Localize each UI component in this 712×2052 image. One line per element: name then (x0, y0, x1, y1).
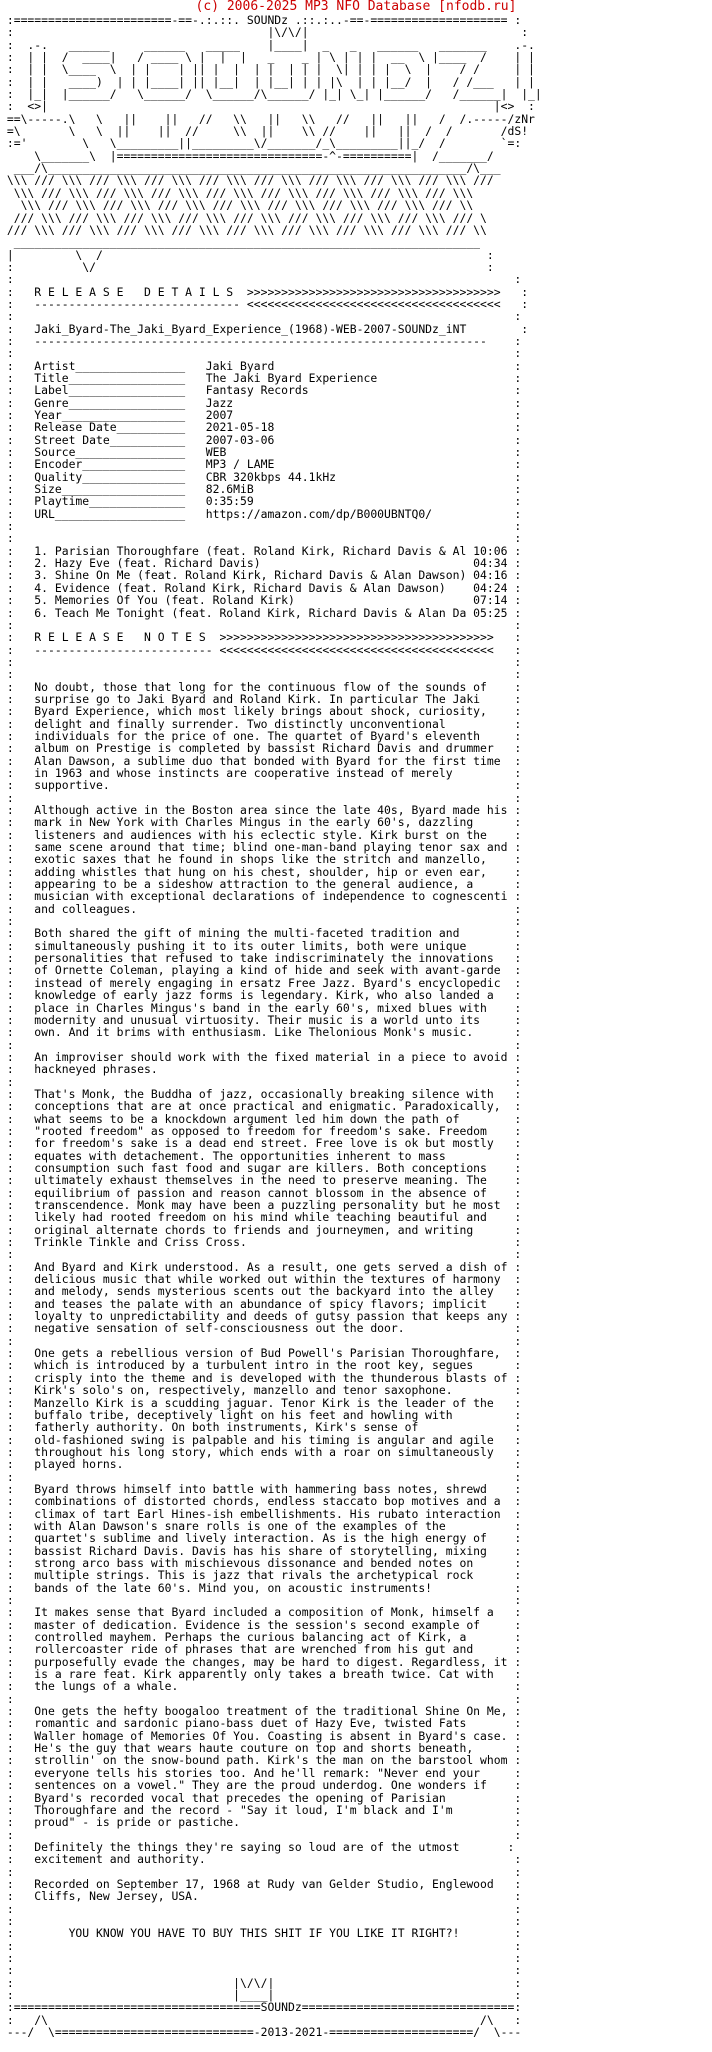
nfo-text-line: : Manzello Kirk is a scudding jaguar. Tenor Kirk is the leader of the : (0, 1395, 522, 1410)
nfo-text-line: : 2. Hazy Eve (feat. Richard Davis) 04:34 : (0, 556, 522, 571)
nfo-text-line: : purposefully evade the changes, may be hard to digest. Regardless, it : (0, 1654, 522, 1669)
ascii-logo-line: ___/\_____________________________________________________________/\___ (0, 161, 501, 176)
nfo-text-line: : strollin' on the snow-bound path. Kirk's the man on the barstool whom : (0, 1753, 522, 1768)
nfo-text-line: : what seems to be a knockdown argument led him down the path of : (0, 1111, 522, 1126)
nfo-text-line: : supportive. : (0, 778, 522, 793)
nfo-text-line: : crisply into the theme and is developed with the thunderous blasts of : (0, 1370, 522, 1385)
nfo-text-line: : with Alan Dawson's snare rolls is one of the examples of the : (0, 1518, 522, 1533)
nfo-text-line: : bands of the late 60's. Mind you, on acoustic instruments! : (0, 1580, 522, 1595)
ascii-logo-line: : |_| |______/ \______/ \______/\______/ |_| \_| |______/ /______| |_| (0, 87, 542, 102)
nfo-text-line: : simultaneously pushing it to its outer limits, both were unique : (0, 938, 522, 953)
nfo-text-line: : quartet's sublime and lively interaction. As is the high energy of : (0, 1531, 522, 1546)
nfo-text-line: : 5. Memories Of You (feat. Roland Kirk) 07:14 : (0, 593, 522, 608)
nfo-text-line: : loyalty to unpredictability and deeds of gutsy passion that keeps any : (0, 1309, 522, 1324)
nfo-text-line: : : (0, 1950, 522, 1965)
nfo-text-line: : personalities that refused to take indiscriminately the innovations : (0, 951, 522, 966)
nfo-text-line: : climax of tart Earl Hines-ish embellishments. His rubato interaction : (0, 1506, 522, 1521)
nfo-text-line: : Trinkle Tinkle and Criss Cross. : (0, 1235, 522, 1250)
ascii-logo-line: \\\ /// \\\ /// \\\ /// \\\ /// \\\ /// \\\ /// \\\ /// \\\ /// \\\ (0, 185, 474, 200)
nfo-text-line: : Genre_________________ Jazz : (0, 395, 522, 410)
nfo-text-line: : : (0, 1247, 522, 1262)
nfo-text-line: : Recorded on September 17, 1968 at Rudy van Gelder Studio, Englewood : (0, 1876, 522, 1891)
nfo-text-line: : : (0, 790, 522, 805)
ascii-logo-line: \_______\ |==============================-^-==========| /_______/ (0, 148, 494, 163)
nfo-text-line: : and colleagues. : (0, 901, 522, 916)
nfo-text-line: : for freedom's sake is a dead end street. Free love is ok but mostly : (0, 1136, 522, 1151)
nfo-text-line: : : (0, 309, 522, 324)
nfo-text-line: : : (0, 1691, 522, 1706)
nfo-text-line: : romantic and sardonic piano-bass duet of Hazy Eve, twisted Fats : (0, 1716, 522, 1731)
nfo-text-line: : : (0, 346, 522, 361)
nfo-text-line: : : (0, 1074, 522, 1089)
ascii-logo-line: : | | \____ \ | | | || | | | | | | | \| | | | \ | / / | | (0, 62, 535, 77)
nfo-text-line: : the lungs of a whale. : (0, 1679, 522, 1694)
nfo-text-line: : Label_________________ Fantasy Records : (0, 383, 522, 398)
nfo-text-line: : Year__________________ 2007 : (0, 408, 522, 422)
ascii-logo-line: : \/ : (0, 259, 494, 274)
nfo-text-line: : hackneyed phrases. : (0, 1062, 522, 1077)
nfo-text-line: : appearing to be a sideshow attraction to the general audience, a : (0, 877, 522, 892)
nfo-text-line: : 4. Evidence (feat. Roland Kirk, Richard Davis & Alan Dawson) 04:24 : (0, 580, 522, 595)
nfo-text-line: : negative sensation of self-consciousness out the door. : (0, 1321, 522, 1336)
nfo-text-line: : combinations of distorted chords, endless staccato bop motives and a : (0, 1494, 522, 1509)
nfo-text-line: : -------------------------- <<<<<<<<<<<<<<<<<<<<<<<<<<<<<<<<<<<<<<<< : (0, 642, 522, 657)
ascii-logo-line: =\ \ \ || || // \\ || \\ // || || / / /dS! (0, 124, 529, 139)
nfo-text-line: :====================================SOUNDz===============================: (0, 2000, 522, 2015)
nfo-text-line: : And Byard and Kirk understood. As a result, one gets served a dish of : (0, 1259, 522, 1274)
nfo-text-line: ---/ \=============================-2013-2021-=====================/ \--- (0, 2025, 522, 2039)
nfo-text-line: : Byard throws himself into battle with hammering bass notes, shrewd : (0, 1481, 522, 1496)
nfo-text-line: : Waller homage of Memories Of You. Coasting is absent in Byard's case. : (0, 1728, 522, 1743)
nfo-text-line: : listeners and audiences with his eclectic style. Kirk burst on the : (0, 827, 522, 842)
nfo-text-line: : individuals for the price of one. The quartet of Byard's eleventh : (0, 728, 522, 743)
nfo-text-line: : : (0, 667, 522, 682)
nfo-text-line: : Release Date__________ 2021-05-18 : (0, 420, 522, 435)
ascii-logo-line: : <>| |<> : (0, 99, 535, 114)
ascii-logo-line: : |\/\/| : (0, 25, 529, 40)
nfo-text-line: : proud" - is pride or pastiche. : (0, 1815, 522, 1830)
nfo-text-line: : strong arco bass with mischievous dissonance and bended notes on : (0, 1555, 522, 1570)
nfo-text-line: : Jaki_Byard-The_Jaki_Byard_Experience_(1968)-WEB-2007-SOUNDz_iNT : (0, 321, 529, 336)
nfo-text-line: : is a rare feat. Kirk apparently only takes a breath twice. Cat with : (0, 1667, 522, 1682)
ascii-logo-line: /// \\\ /// \\\ /// \\\ /// \\\ /// \\\ /// \\\ /// \\\ /// \\\ /// \ (0, 210, 487, 225)
nfo-text-line: : Both shared the gift of mining the multi-faceted tradition and : (0, 926, 522, 941)
nfo-text-line: : bassist Richard Davis. Davis has his share of storytelling, mixing : (0, 1543, 522, 1558)
nfo-text-line: : : (0, 1827, 522, 1842)
nfo-text-line: : |____| : (0, 1988, 522, 2002)
nfo-text-line: : Cliffs, New Jersey, USA. : (0, 1889, 522, 1904)
nfo-text-line: : in 1963 and whose instincts are cooperative instead of merely : (0, 765, 522, 780)
nfo-text-line: : equates with detachement. The opportunities inherent to mass : (0, 1148, 522, 1163)
ascii-logo-line: :=' \ \_________||_________\/_______/_\_________||_/ / `=: (0, 136, 522, 151)
nfo-text-line: : Encoder_______________ MP3 / LAME : (0, 457, 522, 472)
nfo-text-line: : excitement and authority. : (0, 1852, 522, 1867)
nfo-text-line: : Alan Dawson, a sublime duo that bonded with Byard for the first time : (0, 753, 522, 768)
nfo-text-line: : : (0, 617, 522, 632)
nfo-text-line: : 1. Parisian Thoroughfare (feat. Roland Kirk, Richard Davis & Al 10:06 : (0, 543, 522, 558)
nfo-text-line: : : (0, 272, 522, 287)
ascii-logo-line: /// \\\ /// \\\ /// \\\ /// \\\ /// \\\ /// \\\ /// \\\ /// \\\ /// \\ (0, 222, 487, 237)
nfo-text-line: : equilibrium of passion and reason cannot blossom in the absence of : (0, 1185, 522, 1200)
nfo-document (0, 14, 712, 2038)
nfo-text-line: : Artist________________ Jaki Byard : (0, 358, 522, 373)
nfo-text-line: : likely had rooted freedom on his mind while teaching beautiful and : (0, 1210, 522, 1225)
nfo-text-line: : multiple strings. This is jazz that rivals the archetypical rock : (0, 1568, 522, 1583)
ascii-logo-line: : .-. ______ ______ _____ |____| _ _ ______ _______ .-. (0, 37, 535, 52)
nfo-text-line: : : (0, 1593, 522, 1607)
nfo-text-line: : R E L E A S E N O T E S >>>>>>>>>>>>>>>>>>>>>>>>>>>>>>>>>>>>>>>> : (0, 630, 522, 645)
nfo-text-line: : : (0, 654, 522, 669)
nfo-text-line: : |\/\/| : (0, 1975, 522, 1990)
nfo-text-line: : modernity and unusual virtuosity. Their music is a world unto its : (0, 1012, 522, 1027)
nfo-text-line: : One gets a rebellious version of Bud Powell's Parisian Thoroughfare, : (0, 1346, 522, 1361)
nfo-text-line: : "rooted freedom" as opposed to freedom for freedom's sake. Freedom : (0, 1123, 522, 1138)
nfo-text-line: : delight and finally surrender. Two distinctly unconventional : (0, 716, 522, 731)
nfo-text-line: : fatherly authority. On both instruments, Kirk's sense of : (0, 1420, 522, 1435)
ascii-logo-line: ____________________________________________________________________ (0, 235, 481, 250)
nfo-text-line: : consumption such fast food and sugar are killers. Both conceptions : (0, 1160, 522, 1175)
nfo-text-line: : It makes sense that Byard included a composition of Monk, himself a : (0, 1605, 522, 1620)
ascii-logo-line: :=======================-==-.:.::. SOUNDz .::.:..-==-==================== : (0, 14, 522, 27)
nfo-text-line: : instead of merely engaging in ersatz Free Jazz. Byard's encyclopedic : (0, 975, 522, 990)
nfo-text-line: : old-fashioned swing is palpable and his timing is angular and agile : (0, 1432, 522, 1447)
nfo-text-line: : : (0, 531, 522, 546)
nfo-text-line: : : (0, 1901, 522, 1916)
nfo-text-line: : album on Prestige is completed by bassist Richard Davis and drummer : (0, 741, 522, 756)
nfo-text-line: : ------------------------------ <<<<<<<<<<<<<<<<<<<<<<<<<<<<<<<<<<<<< : (0, 296, 529, 311)
ascii-logo-line: ==\-----.\ \ || || // \\ || \\ // || || / /.-----/zNr (0, 111, 535, 126)
ascii-logo-line: : | | ____) | | |____| || |__| | |__| | | |\ | | |__/ | / /___ | | (0, 74, 535, 89)
nfo-text-line: : rollercoaster ride of phrases that are wrenched from his gut and : (0, 1642, 522, 1657)
nfo-text-line: : Kirk's solo's on, respectively, manzello and tenor saxophone. : (0, 1383, 522, 1398)
nfo-text-line: : : (0, 1469, 522, 1484)
nfo-text-line: : musician with exceptional declarations of independence to cognescenti : (0, 889, 522, 904)
nfo-text-line: : : (0, 1938, 522, 1953)
nfo-text-line: : everyone tells his stories too. And he'll remark: "Never end your : (0, 1765, 522, 1780)
nfo-text-line: : sentences on a vowel." They are the proud underdog. One wonders if : (0, 1778, 522, 1793)
nfo-text-line: : throughout his long story, which ends with a roar on simultaneously : (0, 1444, 522, 1459)
nfo-text-line: : master of dedication. Evidence is the session's second example of : (0, 1617, 522, 1632)
nfo-text-line: : buffalo tribe, deceptively light on his feet and howling with : (0, 1407, 522, 1422)
nfo-text-line: : R E L E A S E D E T A I L S >>>>>>>>>>>>>>>>>>>>>>>>>>>>>>>>>>>>> : (0, 284, 529, 299)
nfo-text-line: : knowledge of early jazz forms is legendary. Kirk, who also landed a : (0, 988, 522, 1003)
nfo-text-line: : transcendence. Monk may have been a puzzling personality but he most : (0, 1198, 522, 1212)
nfo-text-line: : URL___________________ https://amazon.com/dp/B000UBNTQ0/ : (0, 506, 522, 521)
nfo-text-line: : Street Date___________ 2007-03-06 : (0, 432, 522, 447)
nfo-text-line: : played horns. : (0, 1457, 522, 1472)
nfo-text-line: : Quality_______________ CBR 320kbps 44.1kHz : (0, 469, 522, 484)
nfo-text-line: : : (0, 1333, 522, 1348)
nfo-text-line: : conceptions that are at once practical and enigmatic. Paradoxically, : (0, 1099, 522, 1114)
nfo-text-line: : : (0, 1963, 522, 1978)
nfo-text-line: : and teases the palate with an abundance of spicy flavors; implicit : (0, 1296, 522, 1311)
nfo-text-line: : same scene around that time; blind one-man-band playing tenor sax and : (0, 840, 522, 855)
nfo-text-line: : 3. Shine On Me (feat. Roland Kirk, Richard Davis & Alan Dawson) 04:16 : (0, 568, 522, 583)
nfo-text-line: : Size__________________ 82.6MiB : (0, 482, 522, 497)
nfo-text-line: : Although active in the Boston area since the late 40s, Byard made his : (0, 803, 522, 817)
nfo-text-line: : : (0, 519, 522, 534)
nfo-text-line: : Source________________ WEB : (0, 445, 522, 460)
nfo-text-line: : adding whistles that hung on his chest, shoulder, hip or even ear, : (0, 864, 522, 879)
nfo-text-line: : mark in New York with Charles Mingus in the early 60's, dazzling : (0, 815, 522, 830)
nfo-text-line: : Title_________________ The Jaki Byard Experience : (0, 370, 522, 385)
nfo-text-line: : : (0, 1864, 522, 1879)
nfo-text-line: : original alternate chords to friends and journeymen, and writing : (0, 1222, 522, 1237)
nfo-text-line: : ------------------------------------------------------------------ : (0, 333, 522, 348)
nfo-text-line: : and melody, sends mysterious scents out the backyard into the alley : (0, 1284, 522, 1299)
nfo-text-line: : exotic saxes that he found in shops like the stritch and manzello, : (0, 852, 522, 867)
nfo-text-line: : of Ornette Coleman, playing a kind of hide and seek with avant-garde : (0, 963, 522, 978)
nfo-text-line: : YOU KNOW YOU HAVE TO BUY THIS SHIT IF YOU LIKE IT RIGHT?! : (0, 1926, 522, 1941)
ascii-logo-line: \\\ /// \\\ /// \\\ /// \\\ /// \\\ /// \\\ /// \\\ /// \\\ /// \\\ /// (0, 173, 494, 188)
nfo-text-line: : : (0, 1913, 522, 1928)
nfo-text-line: : 6. Teach Me Tonight (feat. Roland Kirk, Richard Davis & Alan Da 05:25 : (0, 605, 522, 620)
ascii-logo-line: : | | / ____| / ____ \ | | | _ _ | \ | | | __ \ |____ / | | (0, 50, 535, 65)
ascii-logo-line: | \ / : (0, 247, 494, 262)
nfo-text-line: : : (0, 1037, 522, 1052)
ascii-logo-line: \\\ /// \\\ /// \\\ /// \\\ /// \\\ /// \\\ /// \\\ /// \\\ /// \\ (0, 198, 474, 213)
nfo-text-line: : place in Charles Mingus's band in the early 60's, mixed blues with : (0, 1000, 522, 1015)
nfo-text-line: : controlled mayhem. Perhaps the curious balancing act of Kirk, a : (0, 1630, 522, 1645)
nfo-text-line: : Thoroughfare and the record - "Say it loud, I'm black and I'm : (0, 1802, 522, 1817)
nfo-text-line: : An improviser should work with the fixed material in a piece to avoid : (0, 1049, 522, 1064)
nfo-text-line: : delicious music that while worked out within the textures of harmony : (0, 1272, 522, 1287)
nfo-text-line: : He's the guy that wears haute couture on top and shorts beneath, : (0, 1741, 522, 1756)
nfo-text-line: : One gets the hefty boogaloo treatment of the traditional Shine On Me, : (0, 1704, 522, 1719)
nfo-text-line: : Playtime______________ 0:35:59 : (0, 494, 522, 509)
nfo-text-line: : surprise go to Jaki Byard and Roland Kirk. In particular The Jaki : (0, 691, 522, 706)
nfo-text-line: : No doubt, those that long for the continuous flow of the sounds of : (0, 679, 522, 694)
nfo-text-line: : : (0, 914, 522, 929)
nfo-text-line: : ultimately exhaust themselves in the need to preserve meaning. The : (0, 1173, 522, 1188)
nfo-text-line: : Byard Experience, which most likely brings about shock, curiosity, : (0, 704, 522, 719)
nfo-text-line: : That's Monk, the Buddha of jazz, occasionally breaking silence with : (0, 1086, 522, 1101)
nfo-text-line: : Definitely the things they're saying so loud are of the utmost : (0, 1839, 515, 1854)
nfo-text-line: : Byard's recorded vocal that precedes the opening of Parisian : (0, 1790, 522, 1805)
site-copyright-banner[interactable]: (c) 2006-2025 MP3 NFO Database [nfodb.ru] (195, 0, 517, 14)
nfo-text-line: : /\ /\ : (0, 2012, 522, 2027)
nfo-text-line: : own. And it brims with enthusiasm. Like Thelonious Monk's music. : (0, 1025, 522, 1040)
nfo-text-line: : which is introduced by a turbulent intro in the root key, segues : (0, 1358, 522, 1373)
